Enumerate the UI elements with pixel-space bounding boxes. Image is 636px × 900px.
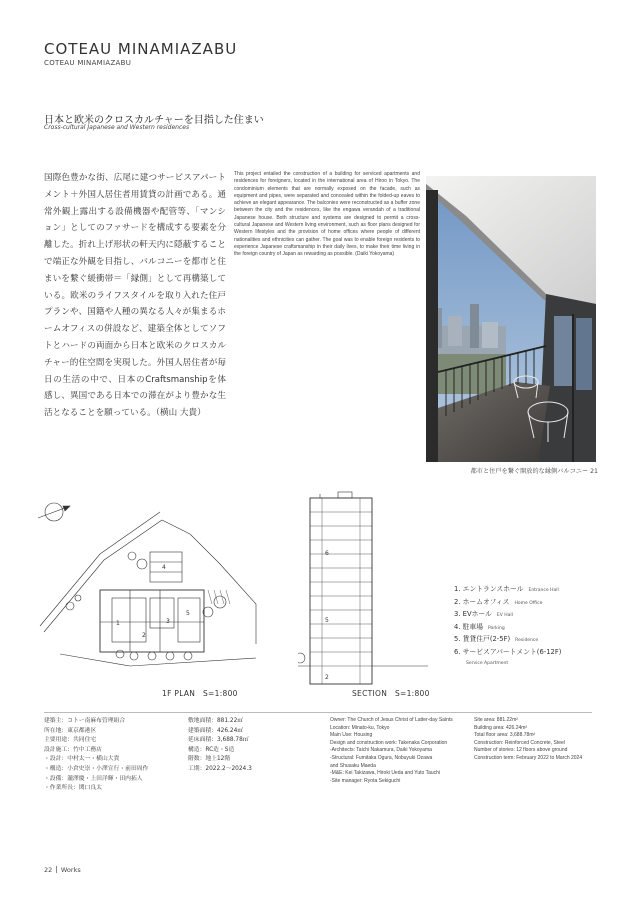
body-text-japanese: 国際色豊かな街、広尾に建つサービスアパートメント＋外国人居住者用賃貸の計画である。通常外観上露出する設備機器や配管等、「マンション」としてのファサードを構成する要素を分離した。折れ上げ形状の軒天内に隠蔽することで端正な外観を目指し、バルコニーを都市と住まいを繋ぐ緩衝帯＝「縁側」として再構築している。欧米のライフスタイルを取り入れた住戸プランや、国籍や人種の異なる人々が集まるホームオフィスの併設など、建築全体としてソフトとハードの両面から日本と欧米のクロスカルチャー的住空間を実現した。外国人居住者が毎日の生活の中で、日本のCraftsmanshipを体感し、異国である日本での滞在がより豊かな生活となることを願っている。（横山 大貴） [44,173,226,419]
section-name: Works [60,866,81,874]
legend-item: 5. 賃貸住戸(2-5F) Residence [454,635,539,644]
plan-room-2: 2 [142,632,146,639]
section-label-2: 2 [325,674,329,681]
legend-item: 3. EVホール EV Hall [454,610,513,619]
heading-english: Cross-cultural Japanese and Western residences [44,124,190,131]
legend-item: 4. 駐車場 Parking [454,622,505,631]
body-text-english: This project entailed the construction of a building for serviced apartments and residences for foreigners, located in the international area of Hiroo in Tokyo. The condominium elements that are normally exposed on the facade, such as equipment and pipes, were separated and concealed within the folded-up eaves to achieve an elegant appearance. The balconies were reconstructed as a buffer zone between the city and the residences, like the engawa verandah of a traditional Japanese house. Both structure and systems are designed to permit a cross-cultural Japanese and Western living environment, such as floor plans designed for Western lifestyles and the provision of home offices where people of different nationalities and ethnicities can gather. The goal was to enable foreign residents to experience Japanese craftsmanship in their daily lives, to make their time living in the foreign country of Japan as rewarding as possible. (Daiki Yokoyama) [234,171,420,258]
page-footer [44,866,81,874]
site-plan-drawing [30,494,280,684]
section-drawing [298,490,428,690]
plan-room-3: 3 [166,618,170,625]
drawing-legend [454,584,561,668]
section-label-6: 6 [325,550,329,557]
footer-divider [56,866,57,873]
plan-scale-label: 1F PLAN S=1:800 [162,689,238,698]
credits-english: Owner: The Church of Jesus Christ of Latter-day Saints Location: Minato-ku, Tokyo Main Use: Housing Design and construction work: Takenaka Corporation -Architects: Taichi Nakamura, Daiki Yokoyama -Structural: Fumitaka Ogura, Nobuyuki Ozawa and Shusaku Maeda -M&E: Kei Takizawa, Hiroki Ueda and Yuto Tauchi -Site manager: Ryota Sekiguchi [330,717,453,784]
page-number: 22 [44,866,53,874]
north-arrow-icon [38,503,70,521]
legend-item: 2. ホームオフィス Home Office [454,597,543,606]
credits-data-english: Site area: 881.22m² Building area: 426.24m² Total floor area: 3,688.78m² Construction: Reinforced Concrete, Steel Number of stories: 12 floors above ground Construction term: February 2022 to March 2024 [474,717,583,761]
legend-item: 6. サービスアパートメント(6-12F) [454,647,562,656]
balcony-photo [426,176,596,462]
legend-extra: Service Apartment [466,660,509,666]
plan-room-4: 4 [162,564,166,571]
section-label-5: 5 [325,617,329,624]
credits-japanese: 建築主：コトー南麻布管理組合 所在地：東京都港区 主要用途：共同住宅 設計施工：竹中工務店 ・設計：中村太一・横山大貴 ・構造：小倉史崇・小澤宣行・前田周作 ・設備：瀧澤慶・上田洋輝・田内拓人 ・作業所長：関口良太 [44,718,149,792]
project-subtitle: COTEAU MINAMIAZABU [44,59,132,67]
credits-data-japanese: 敷地面積：881.22㎡ 建築面積：426.24㎡ 延床面積：3,688.78㎡ 構造：RC造・S造 階数：地上12階 工期：2022.2～2024.3 [188,718,252,772]
section-scale-label: SECTION S=1:800 [352,689,430,698]
photo-caption: 都市と住戸を繋ぐ開放的な縁側バルコニー 21 [470,468,598,475]
legend-item: 1. エントランスホール Entrance Hall [454,585,559,593]
credits-divider [44,712,592,713]
plan-room-5: 5 [186,610,190,617]
plan-room-1: 1 [116,620,120,627]
project-title: COTEAU MINAMIAZABU [44,40,238,58]
heading-japanese: 日本と欧米のクロスカルチャーを目指した住まい [44,115,264,126]
